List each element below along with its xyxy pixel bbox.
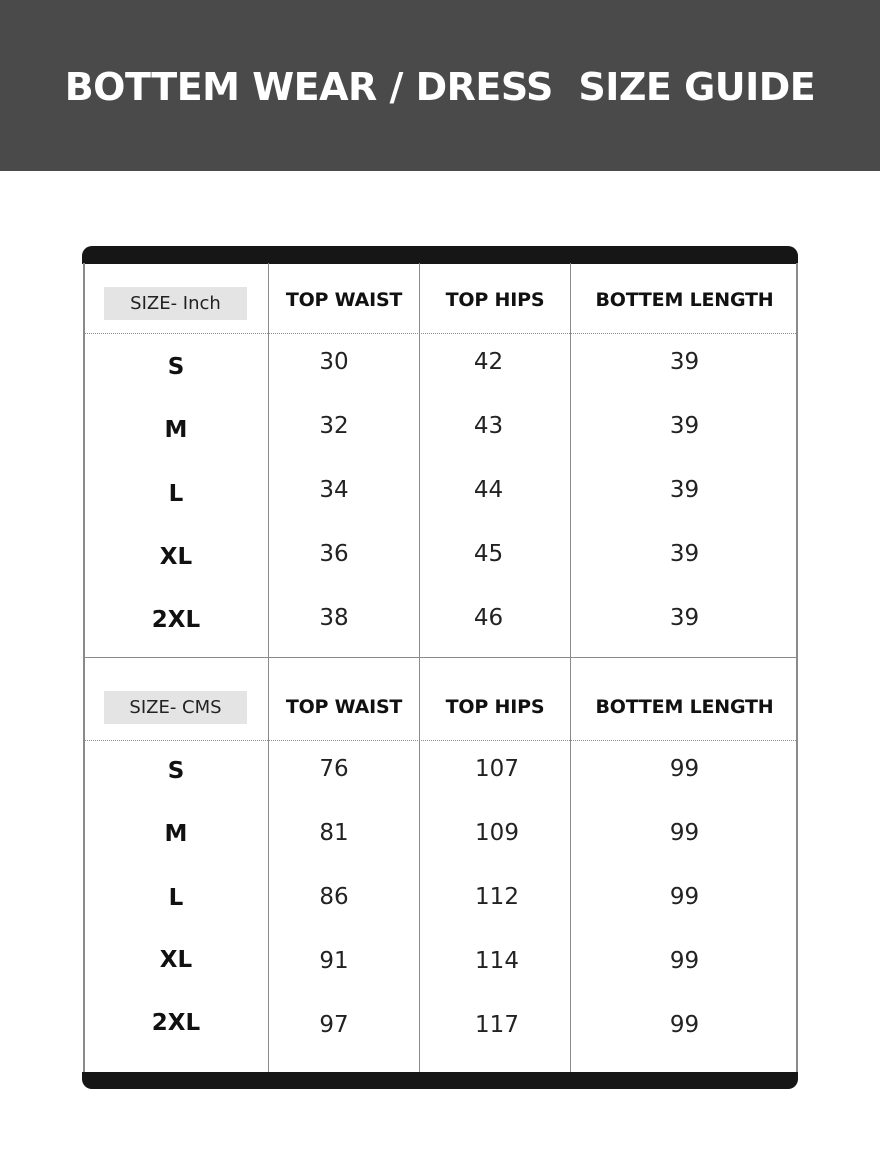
top-waist-cell: 30 bbox=[319, 349, 349, 375]
size-cell: L bbox=[168, 481, 184, 507]
top-hips-cell: 43 bbox=[473, 413, 504, 439]
bottem-length-cell: 99 bbox=[669, 756, 700, 782]
top-hips-cell: 45 bbox=[473, 541, 504, 567]
top-hips-cell: 107 bbox=[475, 756, 519, 782]
size-cell: M bbox=[164, 417, 188, 443]
column-header-top-waist: TOP WAIST bbox=[285, 289, 403, 311]
bottem-length-cell: 99 bbox=[669, 884, 700, 910]
page-header bbox=[0, 0, 880, 171]
column-header-top-hips: TOP HIPS bbox=[445, 289, 545, 311]
top-waist-cell: 81 bbox=[319, 820, 349, 846]
table-top-bar bbox=[82, 246, 798, 264]
top-hips-cell: 109 bbox=[475, 820, 519, 846]
top-hips-cell: 114 bbox=[475, 948, 519, 974]
header-row-divider bbox=[83, 333, 798, 334]
column-header-top-hips: TOP HIPS bbox=[445, 696, 545, 718]
bottem-length-cell: 39 bbox=[669, 413, 700, 439]
size-cell: 2XL bbox=[151, 1010, 201, 1036]
top-hips-cell: 44 bbox=[473, 477, 504, 503]
size-cell: S bbox=[167, 758, 185, 784]
section-divider bbox=[83, 657, 798, 658]
unit-label-inch: SIZE- Inch bbox=[104, 287, 247, 320]
unit-label-cms: SIZE- CMS bbox=[104, 691, 247, 724]
top-hips-cell: 46 bbox=[473, 605, 504, 631]
size-cell: S bbox=[167, 354, 185, 380]
top-hips-cell: 117 bbox=[475, 1012, 519, 1038]
size-cell: 2XL bbox=[151, 607, 201, 633]
bottem-length-cell: 39 bbox=[669, 477, 700, 503]
size-cell: XL bbox=[159, 544, 193, 570]
bottem-length-cell: 39 bbox=[669, 541, 700, 567]
top-waist-cell: 38 bbox=[319, 605, 349, 631]
column-header-top-waist: TOP WAIST bbox=[285, 696, 403, 718]
top-waist-cell: 97 bbox=[319, 1012, 349, 1038]
bottem-length-cell: 39 bbox=[669, 349, 700, 375]
size-cell: M bbox=[164, 821, 188, 847]
column-header-bottem-length: BOTTEM LENGTH bbox=[595, 289, 774, 311]
size-cell: XL bbox=[159, 947, 193, 973]
header-row-divider bbox=[83, 740, 798, 741]
top-waist-cell: 86 bbox=[319, 884, 349, 910]
top-waist-cell: 76 bbox=[319, 756, 349, 782]
top-waist-cell: 36 bbox=[319, 541, 349, 567]
top-waist-cell: 32 bbox=[319, 413, 349, 439]
column-header-bottem-length: BOTTEM LENGTH bbox=[595, 696, 774, 718]
bottem-length-cell: 99 bbox=[669, 1012, 700, 1038]
top-waist-cell: 34 bbox=[319, 477, 349, 503]
bottem-length-cell: 99 bbox=[669, 820, 700, 846]
bottem-length-cell: 39 bbox=[669, 605, 700, 631]
top-waist-cell: 91 bbox=[319, 948, 349, 974]
page-title: BOTTEM WEAR / DRESS SIZE GUIDE bbox=[64, 64, 816, 109]
bottem-length-cell: 99 bbox=[669, 948, 700, 974]
size-cell: L bbox=[168, 885, 184, 911]
table-bottom-bar bbox=[82, 1072, 798, 1089]
top-hips-cell: 112 bbox=[475, 884, 519, 910]
top-hips-cell: 42 bbox=[473, 349, 504, 375]
